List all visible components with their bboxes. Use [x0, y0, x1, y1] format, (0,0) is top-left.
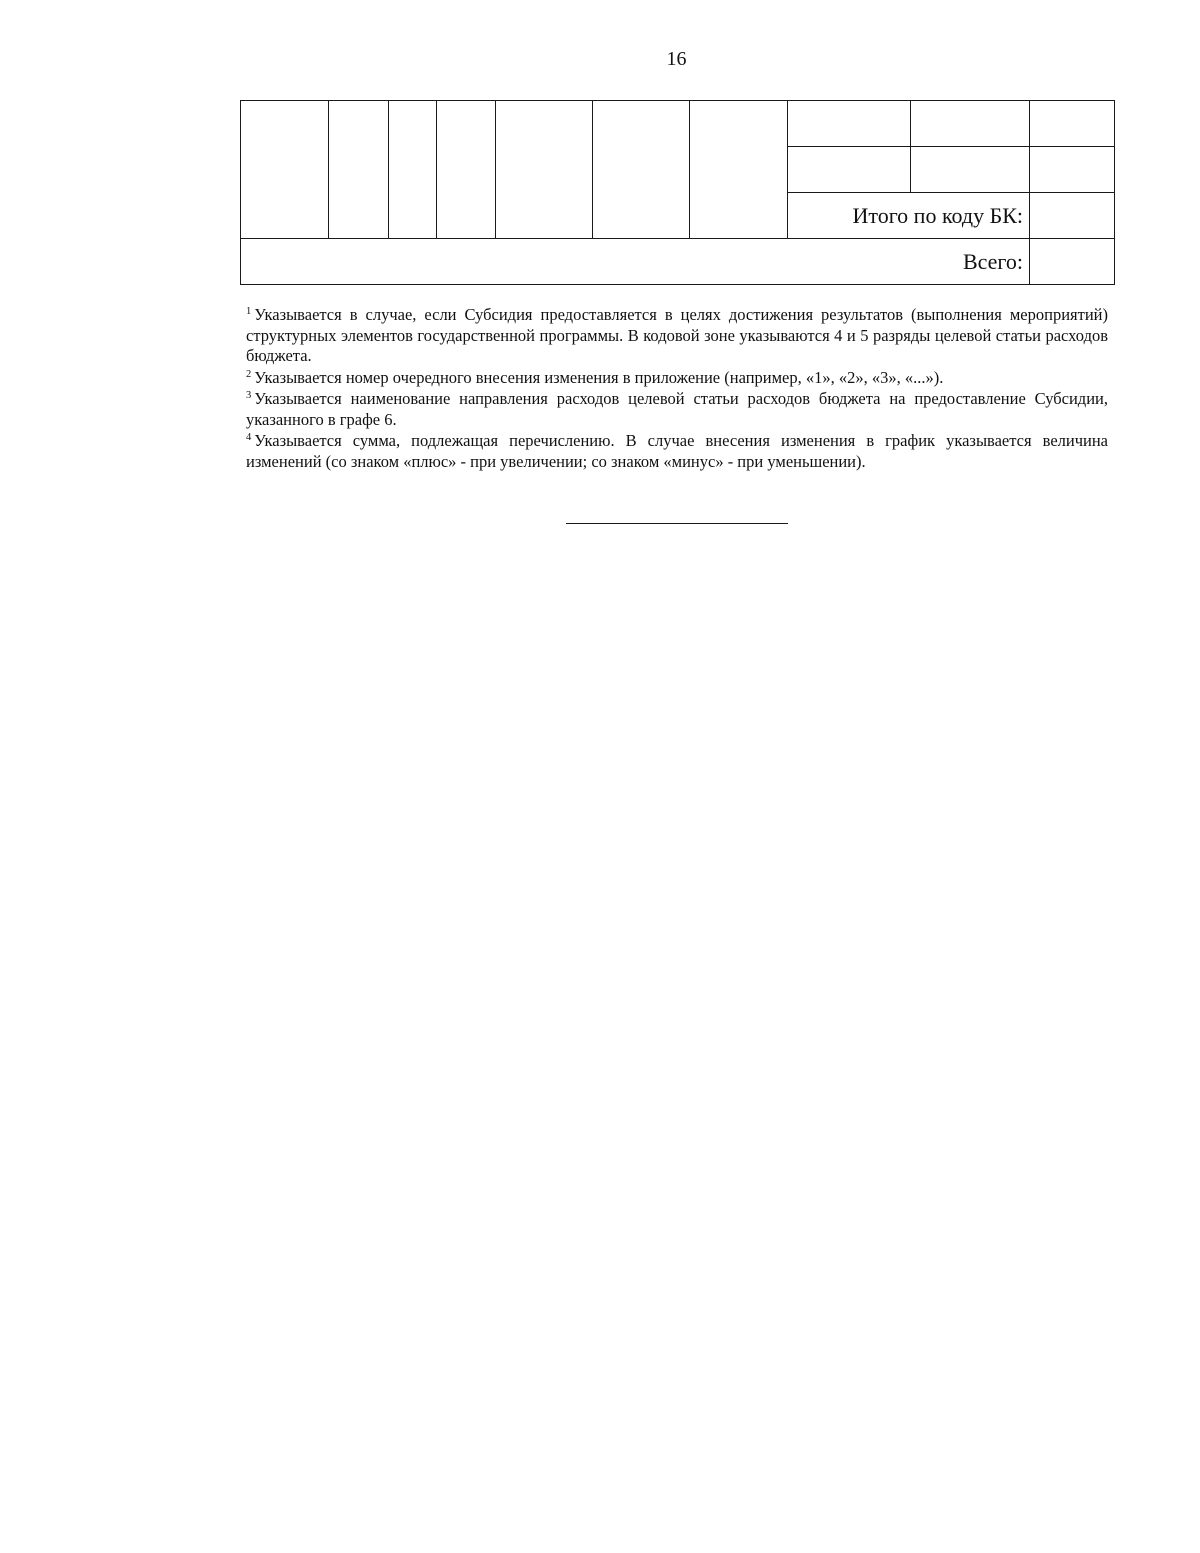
footnote-mark: 2 [246, 368, 252, 380]
footnote-text: Указывается номер очередного внесения изменения в приложение (например, «1», «2», «3», «...»). [254, 367, 944, 387]
footnote [246, 389, 1108, 430]
table-cell [437, 101, 496, 239]
footnotes [246, 305, 1108, 473]
footnote-mark: 4 [246, 432, 252, 443]
footnote [246, 431, 1108, 472]
footnote-text: Указывается сумма, подлежащая перечислению. В случае внесения изменения в график указывается величина изменений (со знаком «плюс» - при увеличении; со знаком «минус» - при уменьшении). [246, 431, 1108, 471]
table-cell [788, 101, 911, 147]
footnote-text: Указывается в случае, если Субсидия предоставляется в целях достижения результатов (выполнения мероприятий) структурных элементов государственной программы. В кодовой зоне указываются 4 и 5 разряды целевой статьи расходов бюджета. [246, 305, 1108, 365]
footnote-mark: 3 [246, 390, 252, 401]
schedule-table [240, 100, 1115, 285]
table-cell [389, 101, 437, 239]
table-cell [690, 101, 788, 239]
end-separator-line [566, 523, 788, 524]
table-row-total [241, 239, 1115, 285]
table-cell [1030, 147, 1115, 193]
footnote [246, 305, 1108, 367]
subtotal-label: Итого по коду БК: [788, 193, 1030, 239]
table-cell [241, 101, 329, 239]
footnote [246, 368, 1108, 389]
table-row [241, 101, 1115, 147]
table-cell [1030, 101, 1115, 147]
table-cell [788, 147, 911, 193]
page-number: 16 [666, 48, 687, 70]
table-cell [911, 147, 1030, 193]
footnote-mark: 1 [246, 306, 252, 317]
table-cell [496, 101, 593, 239]
table-cell [329, 101, 389, 239]
total-value-cell [1030, 239, 1115, 285]
total-label: Всего: [241, 239, 1030, 285]
subtotal-value-cell [1030, 193, 1115, 239]
footnote-text: Указывается наименование направления расходов целевой статьи расходов бюджета на предоставление Субсидии, указанного в графе 6. [246, 389, 1108, 429]
table-cell [593, 101, 690, 239]
table-cell [911, 101, 1030, 147]
